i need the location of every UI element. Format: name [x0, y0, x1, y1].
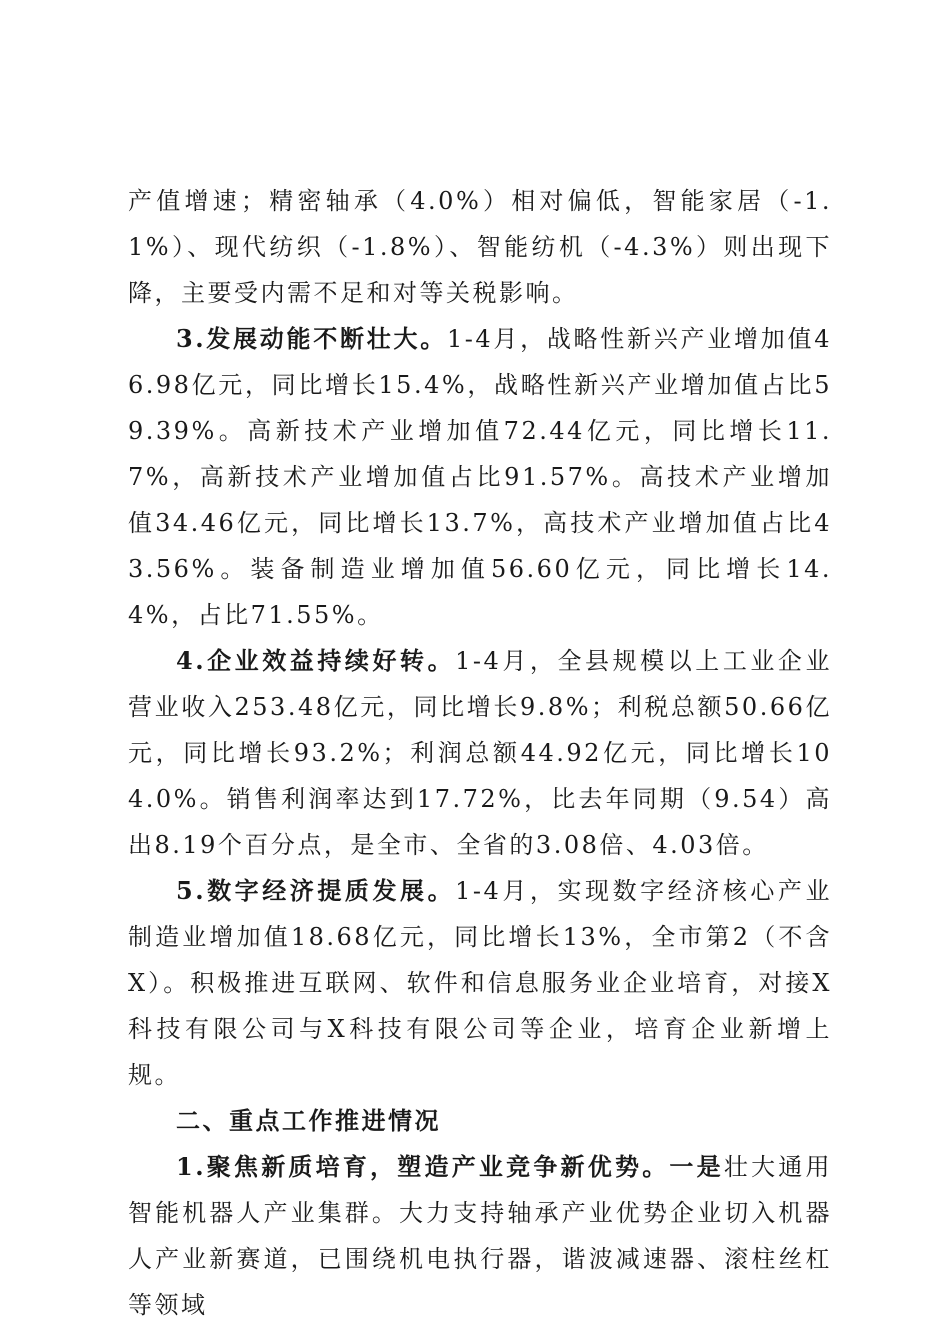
paragraph-lead: 4.企业效益持续好转。 [176, 646, 456, 675]
paragraph-body: 1-4月，战略性新兴产业增加值46.98亿元，同比增长15.4%，战略性新兴产业增加值占比59.39%。高新技术产业增加值72.44亿元，同比增长11.7%，高新技术产业增加值占比91.57%。高技术产业增加值34.46亿元，同比增长13.7%，高技术产业增加值占比43.56%。装备制造业增加值56.60亿元，同比增长14.4%，占比71.55%。 [128, 325, 832, 629]
paragraph-industry-growth: 产值增速；精密轴承（4.0%）相对偏低，智能家居（-1.1%）、现代纺织（-1.8%）、智能纺机（-4.3%）则出现下降，主要受内需不足和对等关税影响。 [128, 187, 832, 307]
paragraph-development-momentum [128, 316, 832, 638]
paragraph-body: 1-4月，全县规模以上工业企业营业收入253.48亿元，同比增长9.8%；利税总额50.66亿元，同比增长93.2%；利润总额44.92亿元，同比增长104.0%。销售利润率达到17.72%，比去年同期（9.54）高出8.19个百分点，是全市、全省的3.08倍、4.03倍。 [128, 647, 832, 859]
paragraph-lead: 5.数字经济提质发展。 [176, 876, 456, 905]
paragraph-lead: 1.聚焦新质培育，塑造产业竞争新优势。 [176, 1152, 670, 1181]
paragraph-body: 壮大通用智能机器人产业集群。大力支持轴承产业优势企业切入机器人产业新赛道，已围绕机电执行器，谐波减速器、滚柱丝杠等领域 [128, 1153, 833, 1319]
paragraph-lead: 3.发展动能不断壮大。 [176, 324, 447, 353]
paragraph-body: 1-4月，实现数字经济核心产业制造业增加值18.68亿元，同比增长13%，全市第2（不含X）。积极推进互联网、软件和信息服务业企业培育，对接X科技有限公司与X科技有限公司等企业，培育企业新增上规。 [128, 877, 832, 1089]
section-heading: 二、重点工作推进情况 [176, 1107, 441, 1135]
paragraph-digital-economy [128, 868, 832, 1098]
paragraph-lead-secondary: 一是 [669, 1152, 724, 1181]
paragraph-enterprise-benefits [128, 638, 832, 868]
paragraph-new-quality-cultivation [128, 1144, 832, 1328]
